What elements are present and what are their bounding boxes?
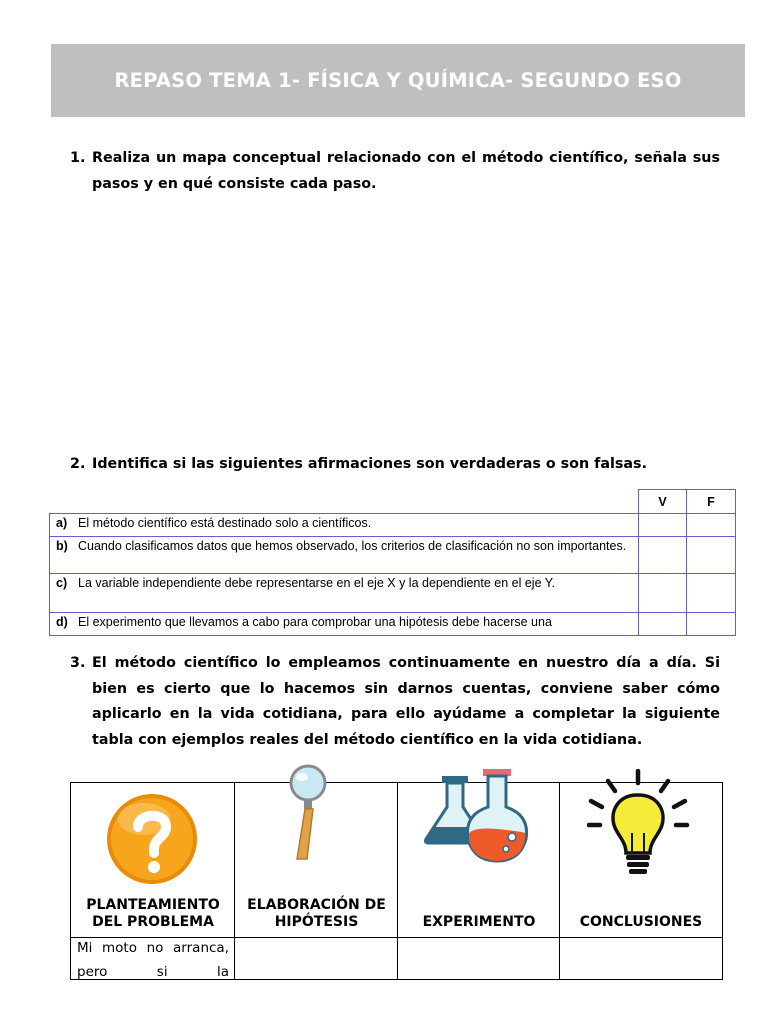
header-blank-cell	[50, 490, 639, 514]
question-1	[70, 146, 720, 197]
answer-v-cell[interactable]	[639, 514, 687, 537]
scientific-method-table	[70, 782, 722, 979]
example-cell[interactable]	[70, 936, 235, 980]
answer-f-cell[interactable]	[687, 514, 736, 537]
column-title: ELABORACIÓN DE HIPÓTESIS	[247, 897, 386, 930]
answer-v-cell[interactable]	[639, 537, 687, 574]
answer-v-cell[interactable]	[639, 574, 687, 613]
conclusions-cell[interactable]	[559, 936, 723, 980]
answer-f-cell[interactable]	[687, 574, 736, 613]
example-text: Mi moto no arranca, pero si la	[77, 940, 229, 980]
statement-label: c)	[56, 576, 68, 590]
question-text: Identifica si las siguientes afirmaciones son verdaderas o son falsas.	[92, 456, 648, 472]
page-title: REPASO TEMA 1- FÍSICA Y QUÍMICA- SEGUNDO ESO	[114, 69, 682, 92]
question-mark-icon	[104, 791, 200, 887]
question-3	[70, 651, 720, 753]
column-conclusions	[559, 782, 723, 938]
column-false-header: F	[687, 490, 736, 514]
column-title: PLANTEAMIENTO DEL PROBLEMA	[86, 897, 220, 930]
table-row	[50, 613, 736, 636]
table-header-row	[50, 490, 736, 514]
table-row	[50, 514, 736, 537]
question-text: Realiza un mapa conceptual relacionado con el método científico, señala sus pasos y en qué consiste cada paso.	[92, 150, 720, 192]
table-row	[50, 537, 736, 574]
statement-label: d)	[56, 615, 68, 629]
statement-text: La variable independiente debe representarse en el eje X y la dependiente en el eje Y.	[78, 576, 555, 590]
title-banner	[51, 44, 745, 117]
true-false-table	[49, 489, 736, 636]
answer-f-cell[interactable]	[687, 613, 736, 636]
hypothesis-cell[interactable]	[234, 936, 398, 980]
column-true-header: V	[639, 490, 687, 514]
column-problem	[70, 782, 235, 938]
question-number: 1.	[70, 150, 86, 166]
question-text: El método científico lo empleamos continuamente en nuestro día a día. Si bien es cierto que lo hacemos sin darnos cuentas, conviene saber cómo aplicarlo en la vida cotidiana, para ello ayúdame a completar la siguiente tabla con ejemplos reales del método científico en la vida cotidiana.	[92, 655, 720, 748]
answer-f-cell[interactable]	[687, 537, 736, 574]
column-experiment	[397, 782, 560, 938]
column-title: CONCLUSIONES	[579, 914, 703, 930]
statement-label: a)	[56, 516, 68, 530]
question-2	[70, 452, 730, 478]
statement-text: El experimento que llevamos a cabo para comprobar una hipótesis debe hacerse una	[78, 615, 552, 629]
answer-v-cell[interactable]	[639, 613, 687, 636]
experiment-cell[interactable]	[397, 936, 560, 980]
question-number: 2.	[70, 456, 86, 472]
magnifying-glass-icon	[282, 764, 332, 862]
table-row	[50, 574, 736, 613]
column-title: EXPERIMENTO	[422, 914, 536, 930]
lab-flasks-icon	[420, 767, 532, 867]
statement-label: b)	[56, 539, 68, 553]
lightbulb-icon	[586, 769, 690, 883]
statement-text: Cuando clasificamos datos que hemos observado, los criterios de clasificación no son importantes.	[78, 539, 627, 553]
question-number: 3.	[70, 655, 86, 671]
statement-text: El método científico está destinado solo a científicos.	[78, 516, 372, 530]
